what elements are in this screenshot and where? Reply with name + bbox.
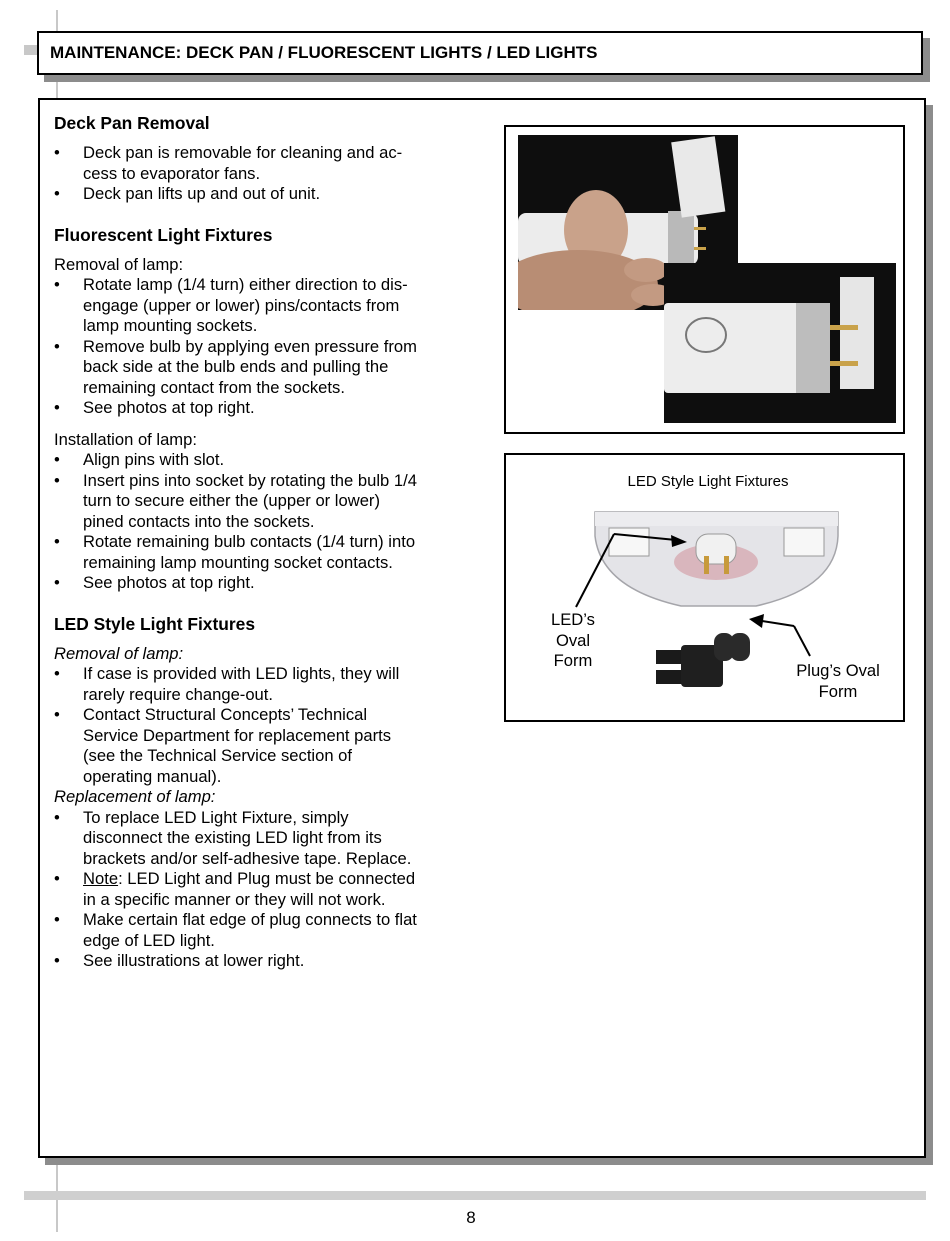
subheading-led-replacement: Replacement of lamp: xyxy=(54,787,216,806)
list-item: • See photos at top right. xyxy=(54,398,255,417)
list-item: • Align pins with slot. xyxy=(54,450,225,469)
section-title-led: LED Style Light Fixtures xyxy=(54,613,255,634)
list-item: • See photos at top right. xyxy=(54,573,255,592)
list-item: • Make certain flat edge of plug connects to flat edge of LED light. xyxy=(54,910,417,950)
page-number: 8 xyxy=(466,1208,476,1227)
list-item: • Rotate lamp (1/4 turn) either direction to dis- engage (upper or lower) pins/contacts from lamp mounting sockets. xyxy=(54,275,408,335)
subheading-installation: Installation of lamp: xyxy=(54,429,197,449)
list-item: • Deck pan lifts up and out of unit. xyxy=(54,184,321,203)
list-item: • Deck pan is removable for cleaning and ac- cess to evaporator fans. xyxy=(54,143,403,183)
list-item: • If case is provided with LED lights, they will rarely require change-out. xyxy=(54,664,400,704)
section-title-deck-pan: Deck Pan Removal xyxy=(54,113,210,133)
list-item: • Rotate remaining bulb contacts (1/4 turn) into remaining lamp mounting socket contacts. xyxy=(54,532,416,572)
list-item-note: • Note: LED Light and Plug must be connected in a specific manner or they will not work. xyxy=(54,869,416,909)
deck-pan-list xyxy=(54,143,454,205)
fluorescent-install-list xyxy=(54,450,454,594)
note-label: Note xyxy=(83,869,119,888)
plug-oval-form-label: Plug’s Oval Form xyxy=(796,661,880,701)
page-title: MAINTENANCE: DECK PAN / FLUORESCENT LIGHTS / LED LIGHTS xyxy=(50,43,598,62)
led-replacement-list xyxy=(54,808,454,972)
list-item: • Contact Structural Concepts’ Technical Service Department for replacement parts (see the Technical Service section of operating manual). xyxy=(54,705,392,786)
margin-tick xyxy=(24,45,38,55)
figure-caption: LED Style Light Fixtures xyxy=(627,473,789,490)
subheading-led-removal: Removal of lamp: xyxy=(54,643,184,663)
instructions-column xyxy=(54,113,454,972)
list-item: • Insert pins into socket by rotating the bulb 1/4 turn to secure either the (upper or lower) pined contacts into the sockets. xyxy=(54,470,417,531)
led-oval-form-label: LED’s Oval Form xyxy=(551,610,595,670)
footer-rule xyxy=(24,1191,926,1200)
list-item: • See illustrations at lower right. xyxy=(54,951,305,970)
fluorescent-removal-list xyxy=(54,275,454,419)
lamp-photo-socket xyxy=(664,263,896,423)
list-item: • To replace LED Light Fixture, simply disconnect the existing LED light from its brackets and/or self-adhesive tape. Replace. xyxy=(54,807,412,868)
subheading-removal: Removal of lamp: xyxy=(54,254,184,274)
led-removal-list xyxy=(54,664,454,787)
list-item: • Remove bulb by applying even pressure from back side at the bulb ends and pulling the remaining contact from the sockets. xyxy=(54,336,417,397)
section-title-fluorescent: Fluorescent Light Fixtures xyxy=(54,224,273,245)
